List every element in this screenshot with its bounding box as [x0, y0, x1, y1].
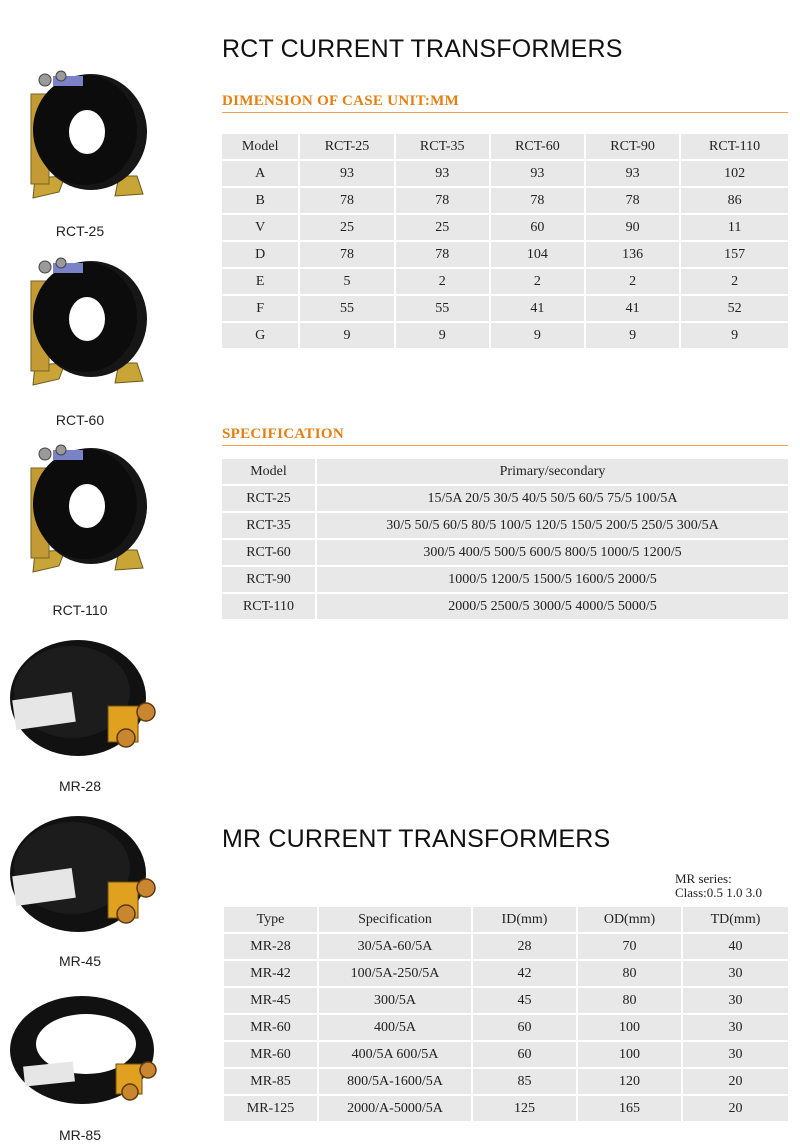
table-row	[222, 567, 788, 592]
column-header: TD(mm)	[683, 907, 788, 932]
row-label: MR-28	[224, 934, 317, 959]
column-header: Model	[222, 134, 298, 159]
dimension-cell: 2	[396, 269, 489, 294]
dimension-cell: 93	[586, 161, 679, 186]
dimension-cell: 78	[300, 242, 393, 267]
mr-cell: 45	[473, 988, 576, 1013]
spec-cell: 15/5A 20/5 30/5 40/5 50/5 60/5 75/5 100/5A	[317, 486, 788, 511]
mr-cell: 60	[473, 1042, 576, 1067]
dimension-cell: 78	[396, 242, 489, 267]
mr-class-note	[675, 872, 762, 900]
dimension-cell: 25	[300, 215, 393, 240]
dimension-cell: 78	[491, 188, 584, 213]
dimension-cell: 9	[586, 323, 679, 348]
column-header: RCT-35	[396, 134, 489, 159]
mr-cell: 30/5A-60/5A	[319, 934, 471, 959]
mr-cell: 70	[578, 934, 681, 959]
table-row	[222, 540, 788, 565]
mr-cell: 20	[683, 1096, 788, 1121]
spec-cell: 300/5 400/5 500/5 600/5 800/5 1000/5 1200/5	[317, 540, 788, 565]
column-header: Specification	[319, 907, 471, 932]
spec-cell: 1000/5 1200/5 1500/5 1600/5 2000/5	[317, 567, 788, 592]
dimension-cell: 5	[300, 269, 393, 294]
dimension-cell: 102	[681, 161, 788, 186]
mr-transformer-image	[6, 636, 166, 766]
dimension-cell: 157	[681, 242, 788, 267]
spec-cell: 2000/5 2500/5 3000/5 4000/5 5000/5	[317, 594, 788, 619]
table-row	[222, 323, 788, 348]
mr-note-class: Class:0.5 1.0 3.0	[675, 885, 763, 900]
rct-transformer-image	[15, 66, 155, 216]
mr-cell: 40	[683, 934, 788, 959]
mr-cell: 300/5A	[319, 988, 471, 1013]
table-row	[222, 594, 788, 619]
dimension-cell: 86	[681, 188, 788, 213]
row-label: MR-125	[224, 1096, 317, 1121]
row-label: RCT-60	[222, 540, 315, 565]
dimension-cell: 55	[396, 296, 489, 321]
table-row	[224, 1015, 788, 1040]
row-label: MR-42	[224, 961, 317, 986]
dimension-cell: 93	[491, 161, 584, 186]
table-row	[224, 961, 788, 986]
row-label: D	[222, 242, 298, 267]
row-label: RCT-90	[222, 567, 315, 592]
row-label: MR-45	[224, 988, 317, 1013]
product-caption: RCT-60	[55, 412, 105, 428]
mr-cell: 20	[683, 1069, 788, 1094]
mr-table	[222, 905, 790, 1123]
table-row	[224, 988, 788, 1013]
specification-heading: SPECIFICATION	[222, 426, 788, 446]
dimension-cell: 25	[396, 215, 489, 240]
dimension-cell: 52	[681, 296, 788, 321]
mr-cell: 85	[473, 1069, 576, 1094]
row-label: MR-85	[224, 1069, 317, 1094]
mr-cell: 125	[473, 1096, 576, 1121]
table-row	[222, 161, 788, 186]
column-header: OD(mm)	[578, 907, 681, 932]
table-row	[224, 1096, 788, 1121]
row-label: MR-60	[224, 1015, 317, 1040]
row-label: A	[222, 161, 298, 186]
dimension-cell: 93	[396, 161, 489, 186]
row-label: G	[222, 323, 298, 348]
dimension-cell: 78	[300, 188, 393, 213]
mr-cell: 120	[578, 1069, 681, 1094]
mr-note-series: MR series:	[675, 871, 732, 886]
mr-cell: 30	[683, 988, 788, 1013]
rct-transformer-image	[15, 440, 155, 590]
column-header: RCT-110	[681, 134, 788, 159]
dimension-cell: 9	[396, 323, 489, 348]
dimension-cell: 9	[300, 323, 393, 348]
row-label: MR-60	[224, 1042, 317, 1067]
table-header-row	[222, 134, 788, 159]
mr-cell: 80	[578, 988, 681, 1013]
mr-cell: 100/5A-250/5A	[319, 961, 471, 986]
mr-cell: 400/5A 600/5A	[319, 1042, 471, 1067]
table-row	[222, 242, 788, 267]
dimension-cell: 41	[586, 296, 679, 321]
specification-table	[220, 457, 790, 621]
mr-cell: 400/5A	[319, 1015, 471, 1040]
rct-title: RCT CURRENT TRANSFORMERS	[222, 35, 623, 63]
dimension-cell: 90	[586, 215, 679, 240]
dimension-cell: 55	[300, 296, 393, 321]
row-label: F	[222, 296, 298, 321]
dimension-cell: 2	[681, 269, 788, 294]
dimension-cell: 78	[586, 188, 679, 213]
table-row	[222, 269, 788, 294]
mr-cell: 80	[578, 961, 681, 986]
rct-transformer-image	[15, 253, 155, 403]
column-header: Model	[222, 459, 315, 484]
mr-cell: 800/5A-1600/5A	[319, 1069, 471, 1094]
column-header: RCT-90	[586, 134, 679, 159]
dimension-heading: DIMENSION OF CASE UNIT:MM	[222, 93, 788, 113]
mr-transformer-image	[6, 812, 166, 942]
mr-cell: 30	[683, 1015, 788, 1040]
row-label: RCT-35	[222, 513, 315, 538]
dimension-cell: 93	[300, 161, 393, 186]
mr-cell: 2000/A-5000/5A	[319, 1096, 471, 1121]
column-header: RCT-60	[491, 134, 584, 159]
mr-cell: 28	[473, 934, 576, 959]
product-caption: MR-28	[58, 778, 101, 794]
dimension-cell: 2	[491, 269, 584, 294]
dimension-table	[220, 132, 790, 350]
mr-cell: 165	[578, 1096, 681, 1121]
mr-transformer-image	[6, 988, 166, 1118]
table-row	[222, 486, 788, 511]
table-row	[222, 215, 788, 240]
row-label: RCT-110	[222, 594, 315, 619]
table-row	[224, 934, 788, 959]
product-caption: MR-45	[58, 953, 101, 969]
column-header: Type	[224, 907, 317, 932]
dimension-cell: 9	[681, 323, 788, 348]
table-row	[222, 188, 788, 213]
mr-cell: 30	[683, 1042, 788, 1067]
row-label: B	[222, 188, 298, 213]
dimension-cell: 41	[491, 296, 584, 321]
table-row	[224, 1069, 788, 1094]
dimension-cell: 136	[586, 242, 679, 267]
mr-cell: 42	[473, 961, 576, 986]
dimension-cell: 11	[681, 215, 788, 240]
row-label: V	[222, 215, 298, 240]
table-header-row	[222, 459, 788, 484]
table-row	[222, 296, 788, 321]
table-row	[222, 513, 788, 538]
dimension-cell: 104	[491, 242, 584, 267]
spec-cell: 30/5 50/5 60/5 80/5 100/5 120/5 150/5 200/5 250/5 300/5A	[317, 513, 788, 538]
mr-cell: 60	[473, 1015, 576, 1040]
mr-cell: 100	[578, 1042, 681, 1067]
mr-cell: 100	[578, 1015, 681, 1040]
product-caption: MR-85	[58, 1127, 101, 1143]
column-header: Primary/secondary	[317, 459, 788, 484]
dimension-cell: 2	[586, 269, 679, 294]
product-caption: RCT-110	[52, 602, 108, 618]
product-caption: RCT-25	[55, 223, 105, 239]
table-header-row	[224, 907, 788, 932]
mr-title: MR CURRENT TRANSFORMERS	[222, 825, 611, 853]
table-row	[224, 1042, 788, 1067]
row-label: E	[222, 269, 298, 294]
column-header: RCT-25	[300, 134, 393, 159]
mr-cell: 30	[683, 961, 788, 986]
dimension-cell: 60	[491, 215, 584, 240]
column-header: ID(mm)	[473, 907, 576, 932]
dimension-cell: 9	[491, 323, 584, 348]
row-label: RCT-25	[222, 486, 315, 511]
dimension-cell: 78	[396, 188, 489, 213]
